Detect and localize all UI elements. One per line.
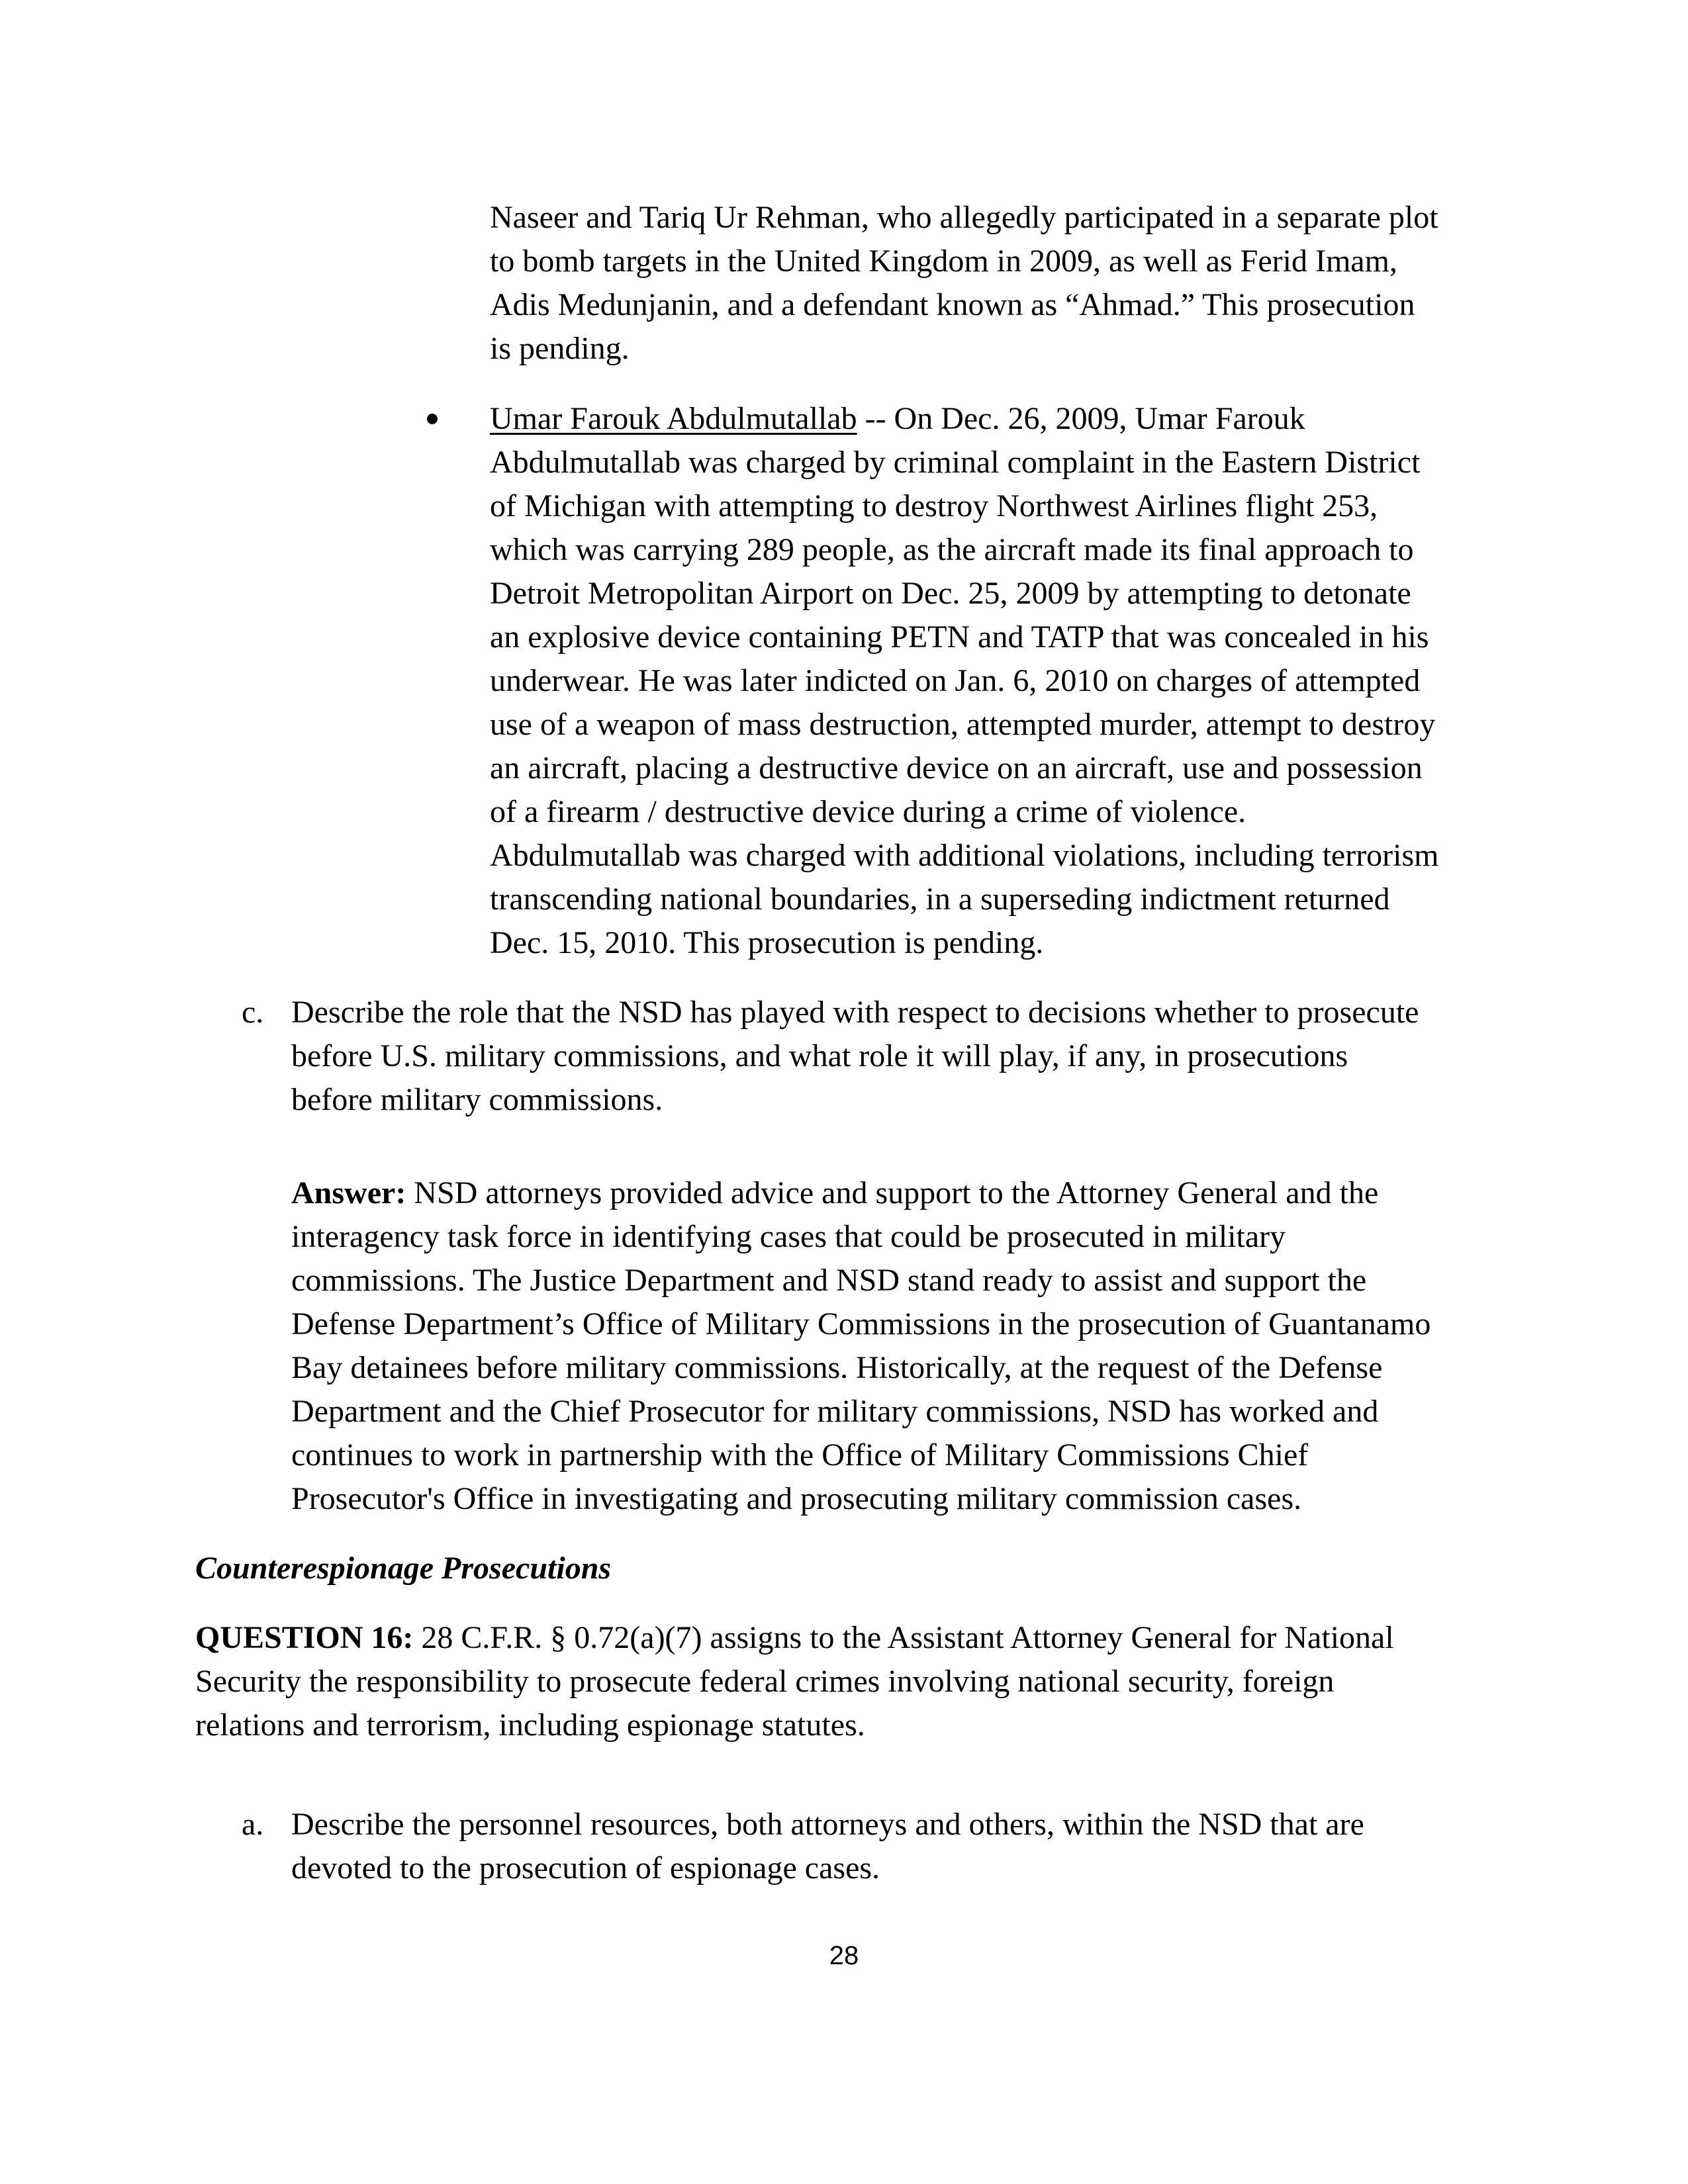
text-line: Department and the Chief Prosecutor for military commissions, NSD has worked and — [291, 1394, 1379, 1429]
defendant-name: Umar Farouk Abdulmutallab — [490, 401, 857, 436]
text-line: Dec. 15, 2010. This prosecution is pending. — [490, 925, 1044, 960]
text-line: Abdulmutallab was charged by criminal complaint in the Eastern District — [490, 445, 1421, 480]
bullet-first-line-text: -- On Dec. 26, 2009, Umar Farouk — [857, 401, 1305, 436]
text-line: Adis Medunjanin, and a defendant known as “Ahmad.” This prosecution — [490, 287, 1415, 322]
question-label: QUESTION 16: — [195, 1620, 414, 1655]
text-line: of Michigan with attempting to destroy Northwest Airlines flight 253, — [490, 488, 1378, 523]
list-marker: a. — [242, 1807, 264, 1842]
text-line: Prosecutor's Office in investigating and prosecuting military commission cases. — [291, 1481, 1302, 1516]
text-line: Security the responsibility to prosecute federal crimes involving national security, foreign — [195, 1664, 1335, 1699]
text-line: Bay detainees before military commissions. Historically, at the request of the Defense — [291, 1350, 1383, 1385]
text-line: before military commissions. — [291, 1082, 663, 1117]
text-line: an explosive device containing PETN and TATP that was concealed in his — [490, 619, 1429, 655]
text-line: devoted to the prosecution of espionage cases. — [291, 1850, 880, 1886]
text-line: Describe the personnel resources, both attorneys and others, within the NSD that are — [291, 1807, 1364, 1842]
page-number: 28 — [829, 1941, 859, 1970]
text-line: Detroit Metropolitan Airport on Dec. 25, 2009 by attempting to detonate — [490, 576, 1411, 611]
text-line: relations and terrorism, including espionage statutes. — [195, 1707, 865, 1743]
text-line: interagency task force in identifying cases that could be prosecuted in military — [291, 1219, 1286, 1254]
section-heading: Counterespionage Prosecutions — [195, 1551, 612, 1586]
bullet-first-line — [490, 397, 1305, 441]
text-line: an aircraft, placing a destructive device on an aircraft, use and possession — [490, 751, 1423, 786]
text-line: transcending national boundaries, in a superseding indictment returned — [490, 882, 1390, 917]
text-line: Defense Department’s Office of Military Commissions in the prosecution of Guantanamo — [291, 1306, 1431, 1342]
text-line: before U.S. military commissions, and what role it will play, if any, in prosecutions — [291, 1038, 1348, 1073]
text-line: underwear. He was later indicted on Jan. 6, 2010 on charges of attempted — [490, 663, 1421, 698]
text-line: Describe the role that the NSD has played with respect to decisions whether to prosecute — [291, 995, 1419, 1030]
text-line: commissions. The Justice Department and NSD stand ready to assist and support the — [291, 1263, 1367, 1298]
text-line: which was carrying 289 people, as the aircraft made its final approach to — [490, 532, 1414, 567]
text-line: Naseer and Tariq Ur Rehman, who allegedly participated in a separate plot — [490, 200, 1438, 235]
text-line: to bomb targets in the United Kingdom in 2009, as well as Ferid Imam, — [490, 244, 1397, 279]
question-first-line — [195, 1616, 1394, 1660]
text-line: use of a weapon of mass destruction, attempted murder, attempt to destroy — [490, 707, 1436, 742]
bullet-icon — [427, 414, 438, 424]
text-line: is pending. — [490, 331, 630, 366]
text-line: continues to work in partnership with the Office of Military Commissions Chief — [291, 1437, 1309, 1473]
list-marker: c. — [242, 995, 264, 1030]
text-line: of a firearm / destructive device during a crime of violence. — [490, 794, 1246, 829]
question-first-line-text: 28 C.F.R. § 0.72(a)(7) assigns to the Assistant Attorney General for National — [413, 1620, 1394, 1655]
answer-label: Answer: — [291, 1175, 406, 1210]
answer-first-line-text: NSD attorneys provided advice and support to the Attorney General and the — [406, 1175, 1379, 1210]
text-line: Abdulmutallab was charged with additional violations, including terrorism — [490, 838, 1439, 873]
answer-first-line — [291, 1171, 1378, 1215]
